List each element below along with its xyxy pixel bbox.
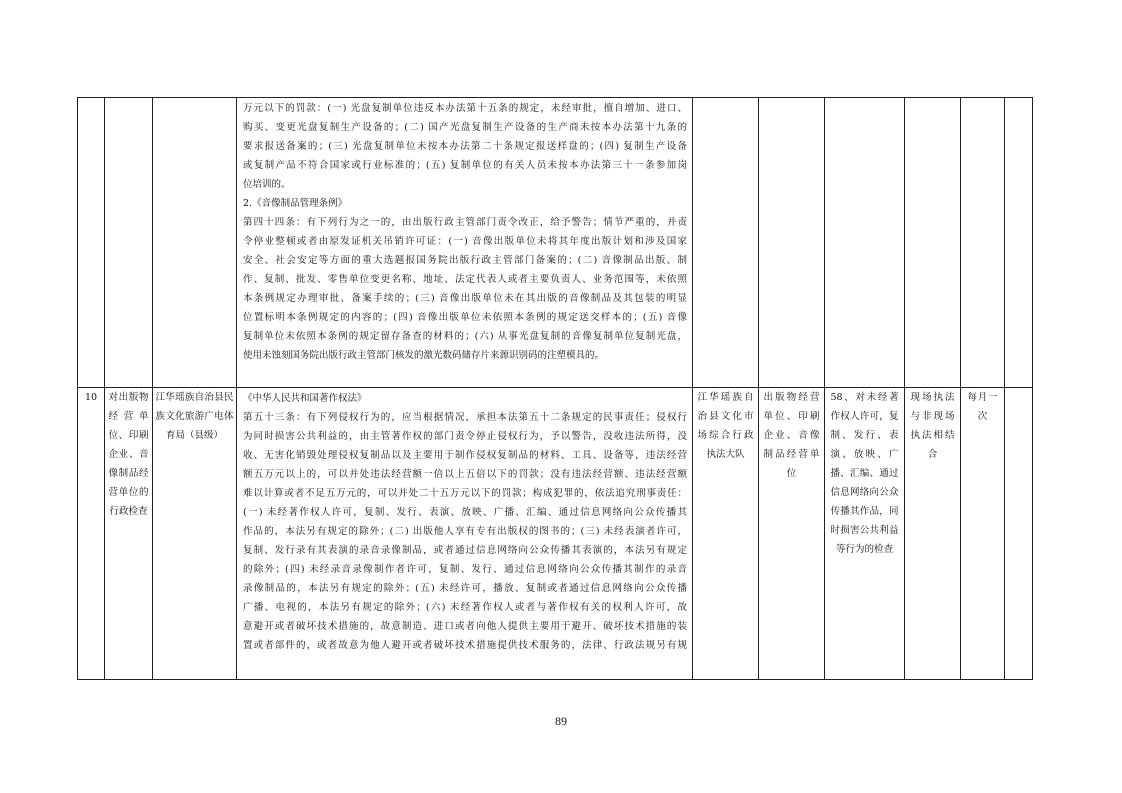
row-number-cell [78,98,105,388]
content-cell [825,98,905,388]
frequency-cell [961,98,1005,388]
department-cell [153,388,237,680]
method-cell [905,388,961,680]
item-name-cell [105,388,153,680]
law-line: 使用未蚀刻国务院出版行政主管部门核发的激光数码储存片来源识别码的注塑模具的。 [243,350,605,361]
law-basis-cell [237,98,693,388]
table-row [78,388,1033,680]
law-line: 的除外；(四) 未经录音录像制作者许可，复制、发行、通过信息网络向公众传播其制作的录音 [243,564,687,575]
law-line: 广播、电视的，本法另有规定的除外；(六) 未经著作权人或者与著作权有关的权利人许可，故 [243,602,687,613]
item-name-cell [105,98,153,388]
law-basis-text [237,388,692,656]
law-line: 本条例规定办理审批、备案手续的；(三) 音像出版单位未在其出版的音像制品及其包装的明显 [243,293,687,304]
law-line: 额五万元以上的，可以并处违法经营额一倍以上五倍以下的罚款；没有违法经营额、违法经营额 [243,469,687,480]
remark-cell [1005,98,1033,388]
law-line: 复制、发行录有其表演的录音录像制品，或者通过信息网络向公众传播其表演的，本法另有规定 [243,545,687,556]
law-line: 位培训的。 [243,179,291,190]
content-cell [825,388,905,680]
law-line: 录像制品的，本法另有规定的除外；(五) 未经许可，播放、复制或者通过信息网络向公众传播 [243,583,687,594]
law-line: 令停业整顿或者由原发证机关吊销许可证：(一) 音像出版单位未将其年度出版计划和涉及国家 [243,236,687,247]
department: 江华瑶族自治县民族文化旅游广电体育局（县级） [155,392,234,441]
executor-cell [693,388,759,680]
law-line: 第五十三条：有下列侵权行为的，应当根据情况，承担本法第五十二条规定的民事责任；侵权行 [243,412,687,423]
law-line: 购买、变更光盘复制生产设备的；(二) 国产光盘复制生产设备的生产商未按本办法第十九条的 [243,122,687,133]
row-number: 10 [78,388,105,680]
law-line: 为同时损害公共利益的，由主管著作权的部门责令停止侵权行为，予以警告，没收违法所得，没 [243,431,687,442]
law-line: 收、无害化销毁处理侵权复制品以及主要用于制作侵权复制品的材料、工具、设备等，违法经营 [243,450,687,461]
page-number: 89 [555,714,567,728]
inspection-content: 58、对未经著作权人许可，复制、发行、表演、放映、广播、汇编、通过信息网络向公众传播其作品，同时损害公共利益等行为的检查 [830,392,899,555]
law-line: 要求报送备案的；(三) 光盘复制单位未按本办法第二十条规定报送样盘的；(四) 复制生产设备 [243,141,687,152]
target-cell [759,388,825,680]
law-basis-cell [237,388,693,680]
law-line: 安全、社会安定等方面的重大选题报国务院出版行政主管部门备案的；(二) 音像制品出版、制 [243,255,687,266]
law-line: 第四十四条：有下列行为之一的，由出版行政主管部门责令改正，给予警告；情节严重的，并责 [243,217,687,228]
law-line: 2.《音像制品管理条例》 [243,198,348,209]
law-line: 置或者部件的，或者故意为他人避开或者破坏技术措施提供技术服务的，法律、行政法规另有规 [243,640,687,651]
frequency-cell [961,388,1005,680]
law-line: 《中华人民共和国著作权法》 [243,393,367,404]
law-line: 复制单位未依照本条例的规定留存备查的材料的；(六) 从事光盘复制的音像复制单位复制光盘， [243,331,687,342]
law-line: 作、复制、批发、零售单位变更名称、地址、法定代表人或者主要负责人、业务范围等，未依照 [243,274,687,285]
inspection-table [77,97,1033,680]
law-line: 意避开或者破坏技术措施的，故意制造、进口或者向他人提供主要用于避开、破坏技术措施的装 [243,621,687,632]
executor-cell [693,98,759,388]
department-cell [153,98,237,388]
law-line: 位置标明本条例规定的内容的；(四) 音像出版单位未依照本条例的规定送交样本的；(五) 音像 [243,312,687,323]
law-line: (一) 未经著作权人许可，复制、发行、表演、放映、广播、汇编、通过信息网络向公众传播其 [243,507,687,518]
target: 出版物经营单位、印刷企业、音像制品经营单位 [763,392,820,479]
law-basis-text [237,98,692,366]
item-name: 对出版物经营单位、印刷企业、音像制品经营单位的行政检查 [108,392,149,517]
target-cell [759,98,825,388]
executor: 江华瑶族自治县文化市场综合行政执法大队 [697,392,754,460]
law-line: 作品的，本法另有规定的除外；(二) 出版他人享有专有出版权的图书的；(三) 未经表演者许可， [243,526,687,537]
inspection-method: 现场执法与非现场执法相结合 [910,392,955,460]
law-line: 难以计算或者不足五万元的，可以并处二十五万元以下的罚款；构成犯罪的，依法追究刑事责任： [243,488,687,499]
inspection-frequency: 每月一次 [967,392,998,422]
law-line: 或复制产品不符合国家或行业标准的；(五) 复制单位的有关人员未按本办法第三十一条参加岗 [243,160,687,171]
table-row-continued [78,98,1033,388]
remark-cell [1005,388,1033,680]
law-line: 万元以下的罚款：(一) 光盘复制单位违反本办法第十五条的规定，未经审批，擅自增加、进口、 [243,103,687,114]
method-cell [905,98,961,388]
